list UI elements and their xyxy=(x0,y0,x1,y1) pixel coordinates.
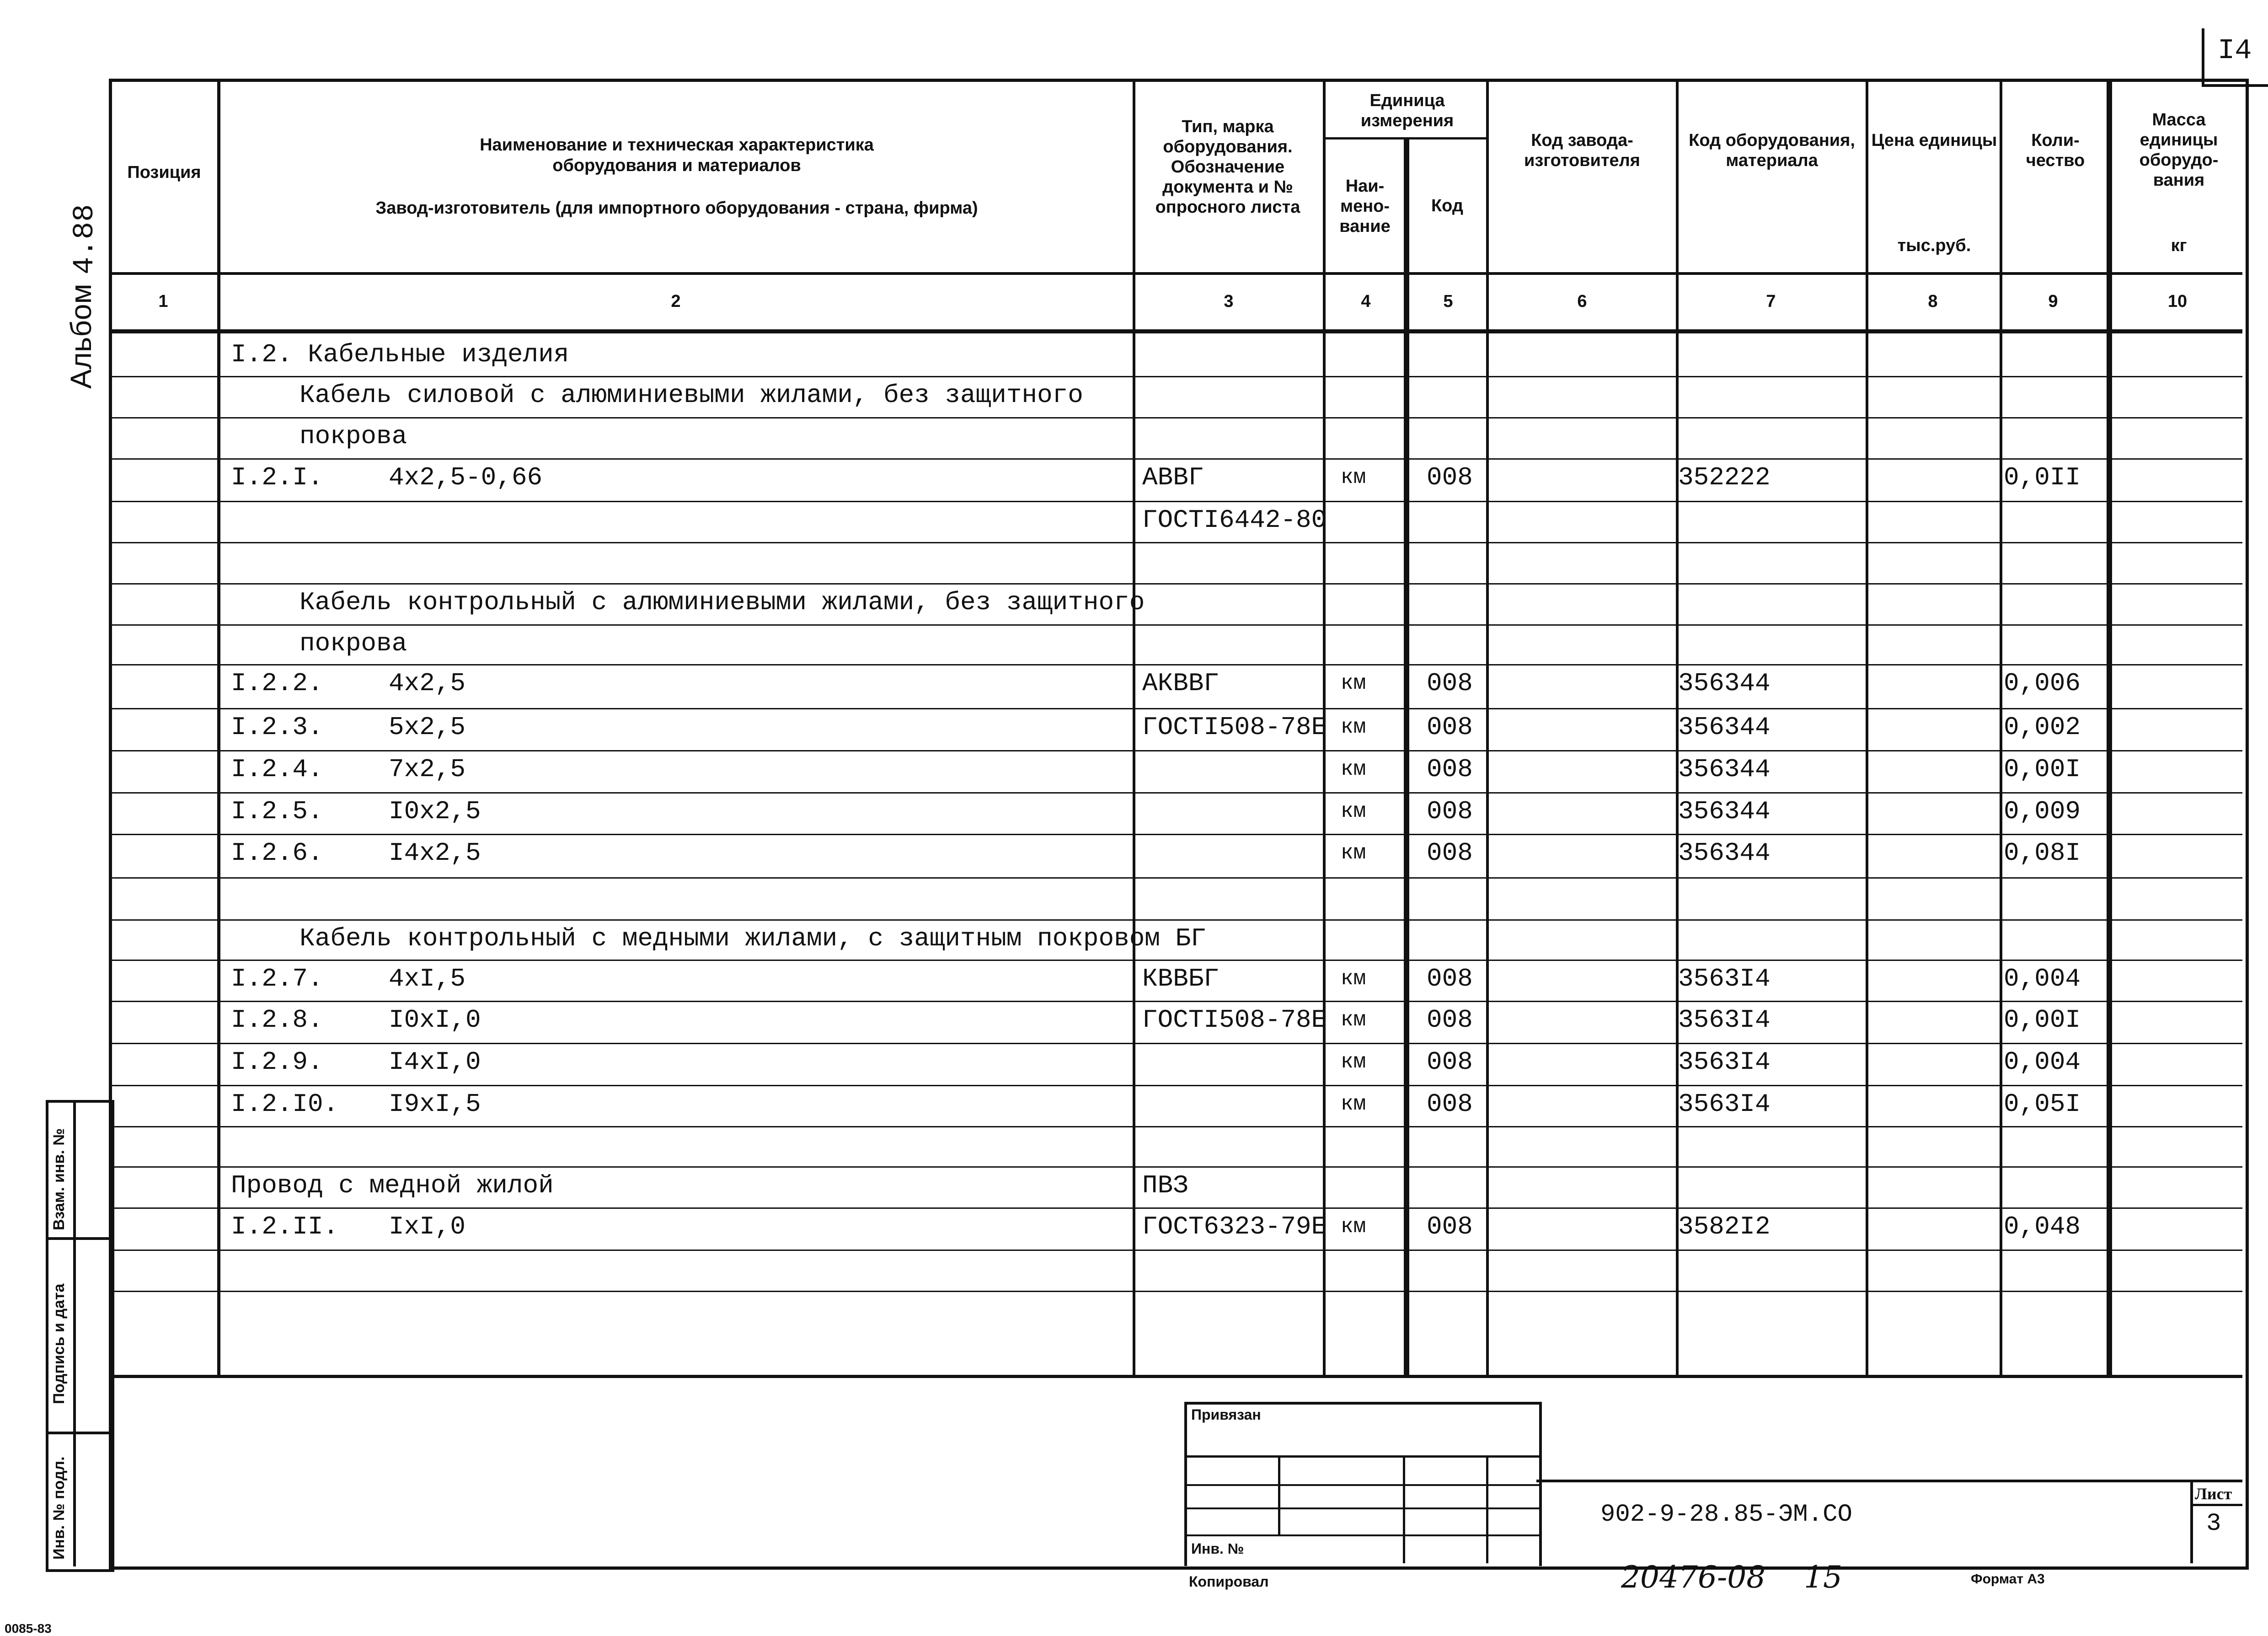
header-quantity: Коли- чество xyxy=(2026,131,2085,170)
cell-code: 008 xyxy=(1427,1005,1473,1035)
inv-no-label: Инв. № xyxy=(1191,1540,1244,1557)
document-code: 902-9-28.85-ЭМ.СО xyxy=(1600,1501,1852,1529)
cell-name: 5x2,5 xyxy=(389,713,466,742)
header-mass-unit: кг xyxy=(2171,236,2187,255)
cell-unit: км xyxy=(1341,1092,1366,1116)
cell-name: Провод с медной жилой xyxy=(231,1171,554,1200)
cell-qty: 0,05I xyxy=(2004,1089,2081,1119)
cell-qty: 0,0II xyxy=(2004,463,2081,492)
cell-qty: 0,009 xyxy=(2004,797,2081,826)
cell-name: I4x2,5 xyxy=(389,838,481,868)
cell-type: ГОСТI6442-80 xyxy=(1142,505,1327,535)
cell-pos: I.2.II. xyxy=(231,1212,339,1241)
header-name-line1: Наименование и техническая характеристика xyxy=(480,135,874,155)
cell-qty: 0,004 xyxy=(2004,964,2081,993)
column-number: 10 xyxy=(2167,292,2188,311)
cell-name: Кабель контрольный с медными жилами, с защитным покровом БГ xyxy=(300,924,1206,953)
header-unit-group: Единица измерения xyxy=(1360,91,1454,130)
album-label: Альбом xyxy=(64,284,97,389)
cell-code: 008 xyxy=(1427,755,1473,784)
margin-label-podpis: Подпись и дата xyxy=(50,1283,68,1404)
column-number: 8 xyxy=(1928,292,1938,311)
handwritten-number: 20476-08 xyxy=(1621,1560,1766,1595)
cell-name: I9xI,5 xyxy=(389,1089,481,1119)
cell-mcode: 3563I4 xyxy=(1678,1005,1771,1035)
cell-name: 7x2,5 xyxy=(389,755,466,784)
cell-mcode: 3563I4 xyxy=(1678,1089,1771,1119)
cell-name: 4xI,5 xyxy=(389,964,466,993)
cell-name: 4x2,5-0,66 xyxy=(389,463,543,492)
cell-name: покрова xyxy=(300,629,407,658)
margin-label-vzam: Взам. инв. № xyxy=(50,1128,68,1230)
sheet-number: 3 xyxy=(2206,1510,2221,1538)
cell-pos: I.2.4. xyxy=(231,755,323,784)
cell-unit: км xyxy=(1341,715,1366,739)
header-manufacturer-code: Код завода- изготовителя xyxy=(1524,131,1640,170)
cell-name: покрова xyxy=(300,422,407,451)
page-number: I4 xyxy=(2218,34,2252,67)
header-price-unit: тыс.руб. xyxy=(1897,236,1971,255)
cell-pos: I.2.3. xyxy=(231,713,323,742)
cell-unit: км xyxy=(1341,757,1366,781)
cell-name: IxI,0 xyxy=(389,1212,466,1241)
cell-code: 008 xyxy=(1427,669,1473,698)
cell-name: I.2. Кабельные изделия xyxy=(231,340,569,369)
cell-mcode: 3563I4 xyxy=(1678,1047,1771,1077)
header-type: Тип, марка оборудования. Обозначение документа и № опросного листа xyxy=(1155,117,1300,217)
cell-type: ПВЗ xyxy=(1142,1171,1188,1200)
cell-mcode: 356344 xyxy=(1678,669,1771,698)
privyazan-label: Привязан xyxy=(1191,1406,1261,1423)
cell-pos: I.2.I0. xyxy=(231,1089,339,1119)
cell-unit: км xyxy=(1341,671,1366,695)
album-number: 4.88 xyxy=(69,204,102,274)
cell-unit: км xyxy=(1341,841,1366,865)
cell-pos: I.2.7. xyxy=(231,964,323,993)
cell-unit: км xyxy=(1341,1008,1366,1032)
cell-code: 008 xyxy=(1427,713,1473,742)
cell-code: 008 xyxy=(1427,1047,1473,1077)
cell-mcode: 356344 xyxy=(1678,713,1771,742)
header-unit-code: Код xyxy=(1431,196,1464,215)
cell-type: АКВВГ xyxy=(1142,669,1220,698)
cell-qty: 0,00I xyxy=(2004,1005,2081,1035)
header-unit-name: Наи- мено- вание xyxy=(1339,177,1391,236)
cell-pos: I.2.2. xyxy=(231,669,323,698)
cell-pos: I.2.8. xyxy=(231,1005,323,1035)
cell-qty: 0,002 xyxy=(2004,713,2081,742)
handwritten-sheet: 15 xyxy=(1804,1560,1842,1595)
column-number: 2 xyxy=(671,292,681,311)
cell-type: ГОСТI508-78Е xyxy=(1142,1005,1327,1035)
cell-type: ГОСТI508-78Е xyxy=(1142,713,1327,742)
column-number: 1 xyxy=(158,292,168,311)
column-number: 6 xyxy=(1577,292,1587,311)
cell-name: I0x2,5 xyxy=(389,797,481,826)
cell-qty: 0,006 xyxy=(2004,669,2081,698)
cell-code: 008 xyxy=(1427,1089,1473,1119)
header-name-line3: Завод-изготовитель (для импортного оборудования - страна, фирма) xyxy=(375,198,978,218)
cell-code: 008 xyxy=(1427,1212,1473,1241)
column-number: 9 xyxy=(2048,292,2058,311)
column-number: 3 xyxy=(1224,292,1234,311)
cell-mcode: 352222 xyxy=(1678,463,1771,492)
cell-name: 4x2,5 xyxy=(389,669,466,698)
cell-mcode: 3582I2 xyxy=(1678,1212,1771,1241)
format-label: Формат А3 xyxy=(1971,1572,2045,1587)
cell-pos: I.2.5. xyxy=(231,797,323,826)
column-number: 5 xyxy=(1443,292,1453,311)
cell-type: АВВГ xyxy=(1142,463,1204,492)
cell-pos: I.2.6. xyxy=(231,838,323,868)
cell-unit: км xyxy=(1341,1050,1366,1074)
cell-pos: I.2.I. xyxy=(231,463,323,492)
kopiroval-label: Копировал xyxy=(1189,1573,1269,1590)
cell-mcode: 356344 xyxy=(1678,838,1771,868)
header-position: Позиция xyxy=(127,163,201,182)
header-name-line2: оборудования и материалов xyxy=(552,156,801,175)
cell-mcode: 356344 xyxy=(1678,755,1771,784)
cell-name: I4xI,0 xyxy=(389,1047,481,1077)
cell-qty: 0,08I xyxy=(2004,838,2081,868)
cell-unit: км xyxy=(1341,1215,1366,1239)
cell-type: ГОСТ6323-79Е xyxy=(1142,1212,1327,1241)
cell-unit: км xyxy=(1341,466,1366,489)
cell-code: 008 xyxy=(1427,838,1473,868)
cell-code: 008 xyxy=(1427,797,1473,826)
cell-mcode: 356344 xyxy=(1678,797,1771,826)
column-number: 7 xyxy=(1766,292,1776,311)
cell-type: КВВБГ xyxy=(1142,964,1220,993)
cell-unit: км xyxy=(1341,967,1366,991)
cell-code: 008 xyxy=(1427,964,1473,993)
cell-unit: км xyxy=(1341,799,1366,823)
cell-mcode: 3563I4 xyxy=(1678,964,1771,993)
corner-code: 0085-83 xyxy=(5,1621,52,1636)
cell-pos: I.2.9. xyxy=(231,1047,323,1077)
cell-name: Кабель силовой с алюминиевыми жилами, без защитного xyxy=(300,381,1083,410)
sheet-label: Лист xyxy=(2195,1485,2232,1503)
header-material-code: Код оборудования, материала xyxy=(1689,131,1855,170)
header-mass: Масса единицы оборудо- вания xyxy=(2139,110,2219,190)
cell-qty: 0,048 xyxy=(2004,1212,2081,1241)
cell-qty: 0,00I xyxy=(2004,755,2081,784)
margin-label-inv: Инв. № подл. xyxy=(50,1456,68,1560)
header-price: Цена единицы xyxy=(1871,131,1997,150)
cell-code: 008 xyxy=(1427,463,1473,492)
cell-name: Кабель контрольный с алюминиевыми жилами, без защитного xyxy=(300,588,1145,617)
cell-qty: 0,004 xyxy=(2004,1047,2081,1077)
column-number: 4 xyxy=(1361,292,1371,311)
cell-name: I0xI,0 xyxy=(389,1005,481,1035)
